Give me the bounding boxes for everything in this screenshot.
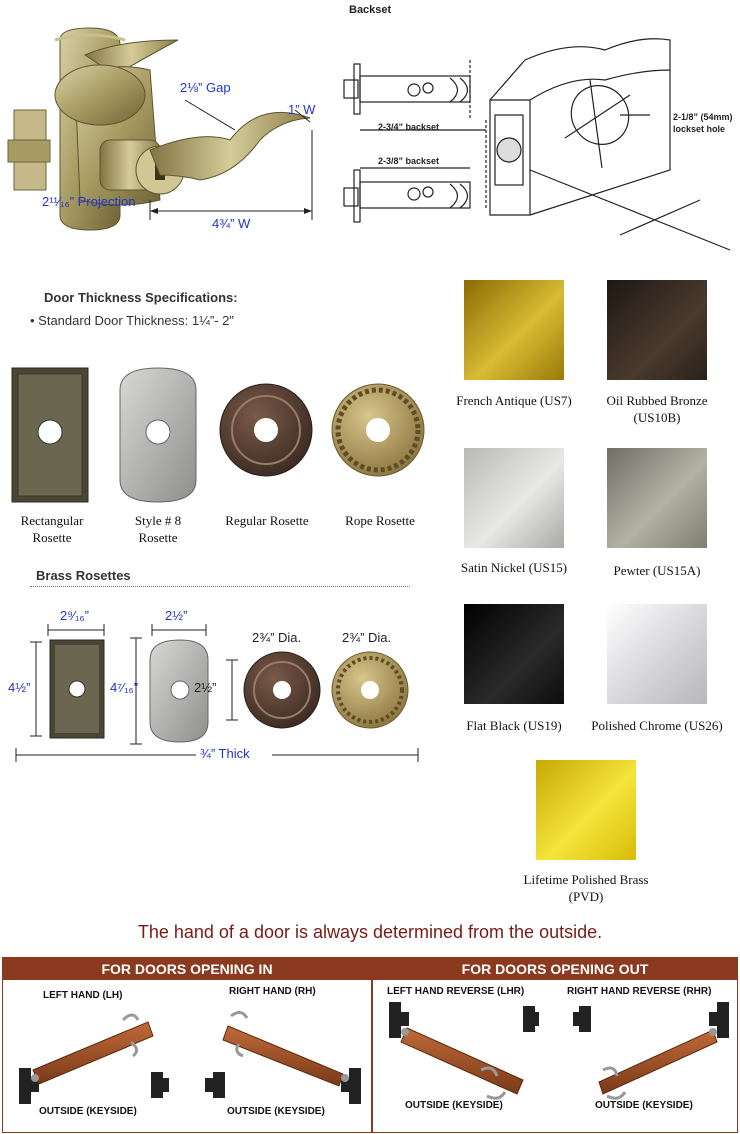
finish-caption-flat-black: Flat Black (US19) bbox=[466, 718, 562, 733]
swatch-polished-chrome bbox=[607, 604, 707, 704]
label-outside-lh: OUTSIDE (KEYSIDE) bbox=[39, 1106, 137, 1117]
rect-rosette-height: 4½” bbox=[8, 680, 31, 695]
label-outside-lhr: OUTSIDE (KEYSIDE) bbox=[405, 1100, 503, 1111]
brass-rosettes-diagram bbox=[0, 600, 440, 770]
opening-out-banner bbox=[373, 958, 737, 980]
handing-panel bbox=[2, 957, 738, 1133]
opening-in-title: FOR DOORS OPENING IN bbox=[101, 961, 273, 977]
rosette-images bbox=[0, 360, 440, 510]
label-right-hand-reverse: RIGHT HAND REVERSE (RHR) bbox=[567, 986, 712, 997]
rosette-thick: ¾” Thick bbox=[200, 746, 250, 761]
opening-out-title: FOR DOORS OPENING OUT bbox=[461, 961, 649, 977]
door-thickness-bullet: • Standard Door Thickness: 1¼”- 2” bbox=[30, 313, 234, 328]
finish-caption-polished-chrome: Polished Chrome (US26) bbox=[591, 718, 723, 733]
lever-illustration bbox=[0, 0, 330, 250]
lockset-hole-label-2: lockset hole bbox=[673, 124, 726, 134]
label-right-hand: RIGHT HAND (RH) bbox=[229, 986, 316, 997]
swatch-satin-nickel bbox=[464, 448, 564, 548]
backset-illustration bbox=[340, 20, 740, 260]
finish-caption-satin-nickel: Satin Nickel (US15) bbox=[460, 560, 568, 575]
style8-height: 4⁷⁄₁₆” bbox=[110, 680, 139, 695]
rosette-caption-rope: Rope Rosette bbox=[345, 513, 415, 528]
rosette-caption-rectangular: Rectangular Rosette bbox=[20, 513, 84, 545]
swatch-flat-black bbox=[464, 604, 564, 704]
lever-gap-label: 2⅛” Gap bbox=[180, 80, 231, 95]
lever-width-label: 4¾” W bbox=[212, 216, 251, 231]
brass-rosette-images bbox=[0, 600, 440, 770]
finish-caption-oil-rubbed-bronze: Oil Rubbed Bronze (US10B) bbox=[606, 393, 708, 425]
swatch-pewter bbox=[607, 448, 707, 548]
opening-in-banner bbox=[3, 958, 371, 980]
brass-rosettes-heading: Brass Rosettes bbox=[36, 568, 131, 583]
lockset-hole-label-1: 2-1/8” (54mm) bbox=[673, 112, 733, 122]
brass-rosettes-divider bbox=[30, 586, 410, 587]
lever-diagram bbox=[0, 0, 330, 250]
label-outside-rhr: OUTSIDE (KEYSIDE) bbox=[595, 1100, 693, 1111]
rope-diameter: 2¾” Dia. bbox=[342, 630, 392, 645]
label-outside-rh: OUTSIDE (KEYSIDE) bbox=[227, 1106, 325, 1117]
rosette-caption-style8: Style # 8 Rosette bbox=[134, 513, 182, 545]
backset-diagram bbox=[340, 20, 740, 260]
lever-projection-label: 2¹¹⁄₁₆” Projection bbox=[42, 194, 136, 209]
swatch-french-antique bbox=[464, 280, 564, 380]
swatch-oil-rubbed-bronze bbox=[607, 280, 707, 380]
finish-caption-french-antique: French Antique (US7) bbox=[456, 393, 572, 408]
style8-width: 2½” bbox=[165, 608, 188, 623]
rosette-caption-regular: Regular Rosette bbox=[225, 513, 309, 528]
backset-title: Backset bbox=[349, 4, 392, 16]
backset-b-label: 2-3/8” backset bbox=[378, 156, 440, 166]
label-left-hand: LEFT HAND (LH) bbox=[43, 990, 123, 1001]
style8-inner: 2½” bbox=[194, 680, 217, 695]
hand-note: The hand of a door is always determined from the outside. bbox=[137, 922, 603, 942]
backset-a-label: 2-3/4” backset bbox=[378, 122, 440, 132]
door-thickness-heading: Door Thickness Specifications: bbox=[44, 290, 238, 305]
lever-tip-width-label: 1” W bbox=[288, 102, 316, 117]
door-thickness-standard: Standard Door Thickness: 1¼”- 2” bbox=[38, 313, 234, 328]
label-left-hand-reverse: LEFT HAND REVERSE (LHR) bbox=[387, 986, 525, 997]
rect-rosette-width: 2⁹⁄₁₆” bbox=[60, 608, 89, 623]
swatch-lifetime-polished-brass bbox=[536, 760, 636, 860]
finish-caption-pewter: Pewter (US15A) bbox=[613, 563, 701, 578]
finish-caption-lifetime-polished-brass: Lifetime Polished Brass (PVD) bbox=[523, 872, 649, 904]
regular-diameter: 2¾” Dia. bbox=[252, 630, 302, 645]
